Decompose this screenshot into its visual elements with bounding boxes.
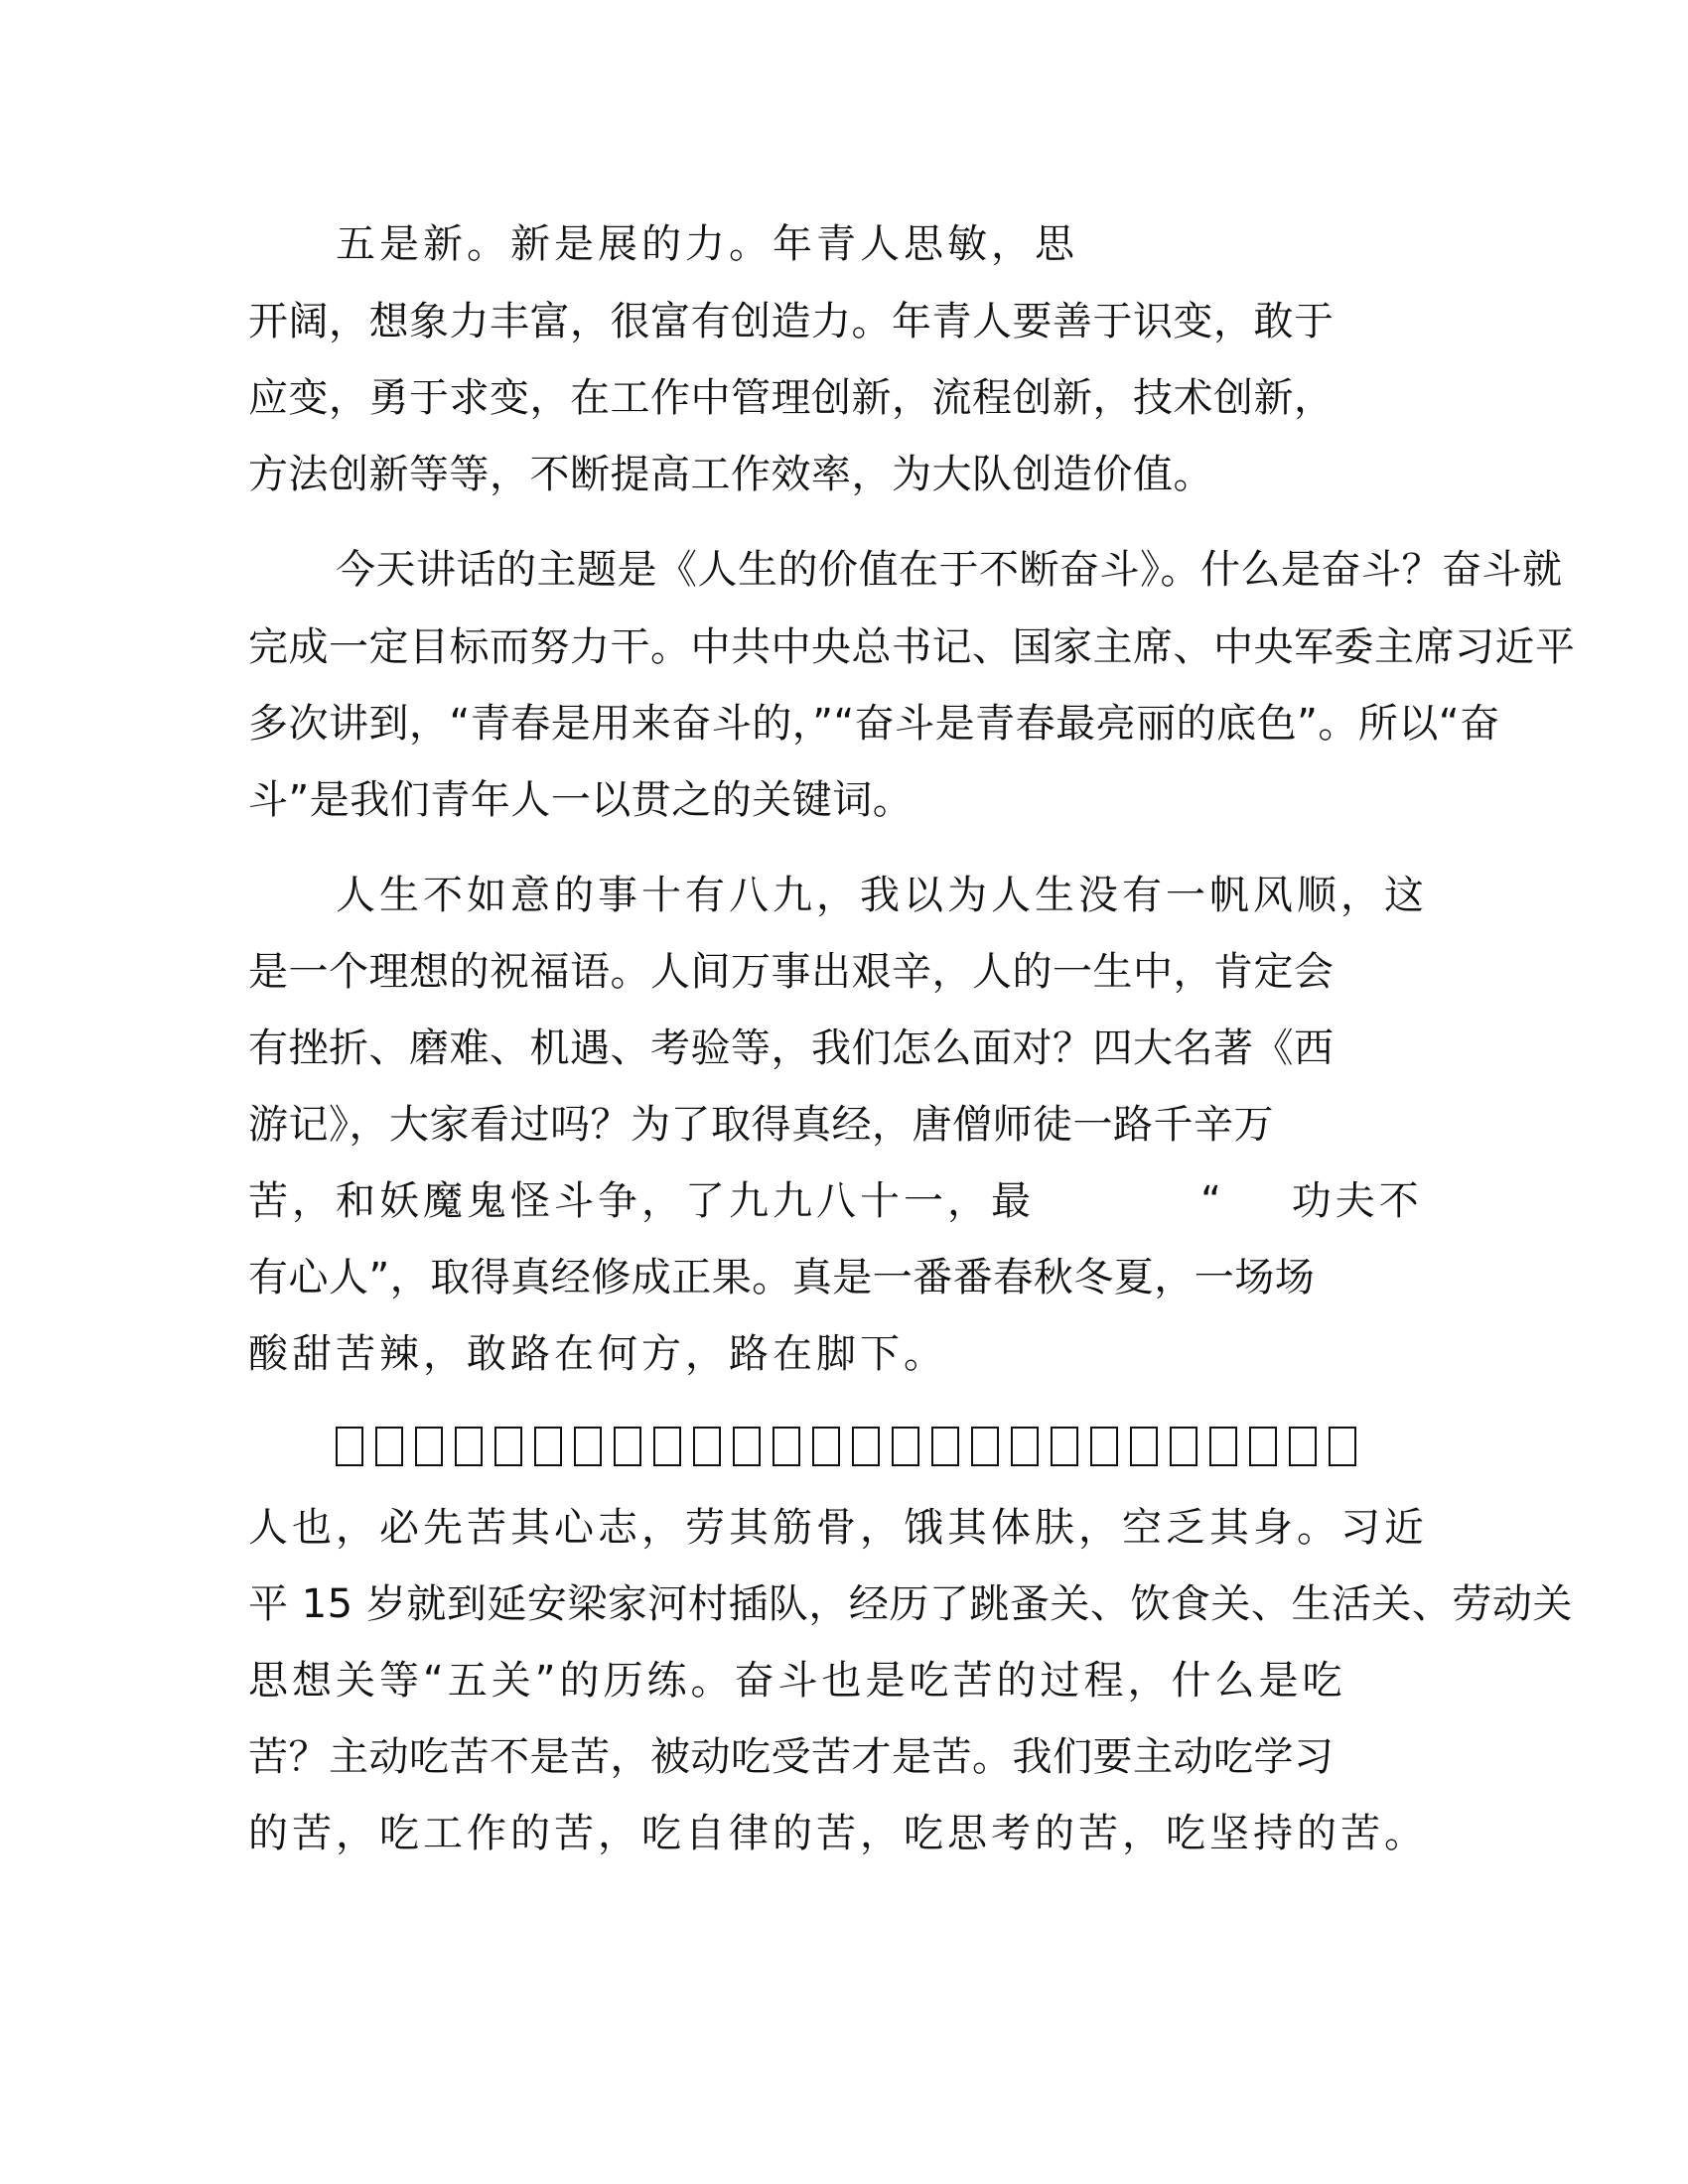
missing-glyph-box <box>892 1427 919 1466</box>
paragraph-2-line-3: 多次讲到，“青春是用来奋斗的，”“奋斗是青春最亮丽的底色”。所以“奋 <box>248 701 1500 747</box>
paragraph-4-line-5: 的苦，吃工作的苦，吃自律的苦，吃思考的苦，吃坚持的苦。 <box>248 1811 1428 1856</box>
missing-glyph-box <box>852 1427 880 1466</box>
paragraph-3-line-3: 有挫折、磨难、机遇、考验等，我们怎么面对？四大名著《西 <box>248 1025 1335 1071</box>
missing-glyph-box <box>1051 1427 1078 1466</box>
paragraph-3-line-7: 酸甜苦辣，敢路在何方，路在脚下。 <box>248 1331 947 1377</box>
paragraph-1-line-4: 方法创新等等，不断提高工作效率，为大队创造价值。 <box>248 452 1213 497</box>
missing-glyph-box <box>375 1427 403 1466</box>
missing-glyph-box <box>1249 1427 1277 1466</box>
paragraph-4-line-2: 平 15 岁就到延安梁家河村插队，经历了跳蚤关、饮食关、生活关、劳动关 <box>248 1581 1573 1627</box>
paragraph-1-line-3: 应变，勇于求变，在工作中管理创新，流程创新，技术创新， <box>248 375 1335 421</box>
missing-glyph-box <box>1289 1427 1317 1466</box>
missing-glyph-box <box>653 1427 681 1466</box>
paragraph-1-line-2: 开阔，想象力丰富，很富有创造力。年青人要善于识变，敢于 <box>248 299 1335 344</box>
missing-glyph-box <box>812 1427 840 1466</box>
missing-glyph-box <box>971 1427 999 1466</box>
missing-glyph-box <box>574 1427 602 1466</box>
paragraph-3-line-2: 是一个理想的祝福语。人间万事出艰辛，人的一生中，肯定会 <box>248 949 1335 995</box>
missing-glyph-box <box>1130 1427 1158 1466</box>
missing-glyph-box <box>1011 1427 1039 1466</box>
paragraph-3-line-5: 苦，和妖魔鬼怪斗争，了九九八十一，最 “ 功夫不 <box>248 1178 1423 1224</box>
paragraph-2-line-1: 今天讲话的主题是《人生的价值在于不断奋斗》。什么是奋斗？奋斗就 <box>336 547 1563 593</box>
paragraph-2-line-4: 斗”是我们青年人一以贯之的关键词。 <box>248 777 914 823</box>
paragraph-4-line-3: 思想关等“五关”的历练。奋斗也是吃苦的过程，什么是吃 <box>248 1658 1346 1704</box>
missing-glyph-box <box>336 1427 363 1466</box>
missing-glyph-box <box>1209 1427 1237 1466</box>
missing-glyph-box <box>1170 1427 1197 1466</box>
paragraph-1-line-1: 五是新。新是展的力。年青人思敏，思 <box>336 221 1078 267</box>
missing-glyph-box <box>1329 1427 1356 1466</box>
paragraph-4-line-4: 苦？主动吃苦不是苦，被动吃受苦才是苦。我们要主动吃学习 <box>248 1734 1335 1780</box>
missing-glyph-box <box>931 1427 959 1466</box>
missing-glyph-box <box>773 1427 800 1466</box>
missing-glyph-line <box>336 1427 1356 1466</box>
missing-glyph-box <box>415 1427 443 1466</box>
missing-glyph-box <box>1090 1427 1118 1466</box>
missing-glyph-box <box>534 1427 562 1466</box>
missing-glyph-box <box>693 1427 721 1466</box>
missing-glyph-box <box>455 1427 483 1466</box>
paragraph-2-line-2: 完成一定目标而努力干。中共中央总书记、国家主席、中央军委主席习近平 <box>248 624 1576 670</box>
paragraph-3-line-6: 有心人”，取得真经修成正果。真是一番番春秋冬夏，一场场 <box>248 1255 1316 1300</box>
paragraph-3-line-1: 人生不如意的事十有八九，我以为人生没有一帆风顺，这 <box>336 873 1428 918</box>
paragraph-4-line-1: 人也，必先苦其心志，劳其筋骨，饿其体肤，空乏其身。习近 <box>248 1505 1428 1551</box>
missing-glyph-box <box>614 1427 641 1466</box>
missing-glyph-box <box>733 1427 761 1466</box>
paragraph-3-line-4: 游记》，大家看过吗？为了取得真经，唐僧师徒一路千辛万 <box>248 1102 1274 1148</box>
missing-glyph-box <box>494 1427 522 1466</box>
